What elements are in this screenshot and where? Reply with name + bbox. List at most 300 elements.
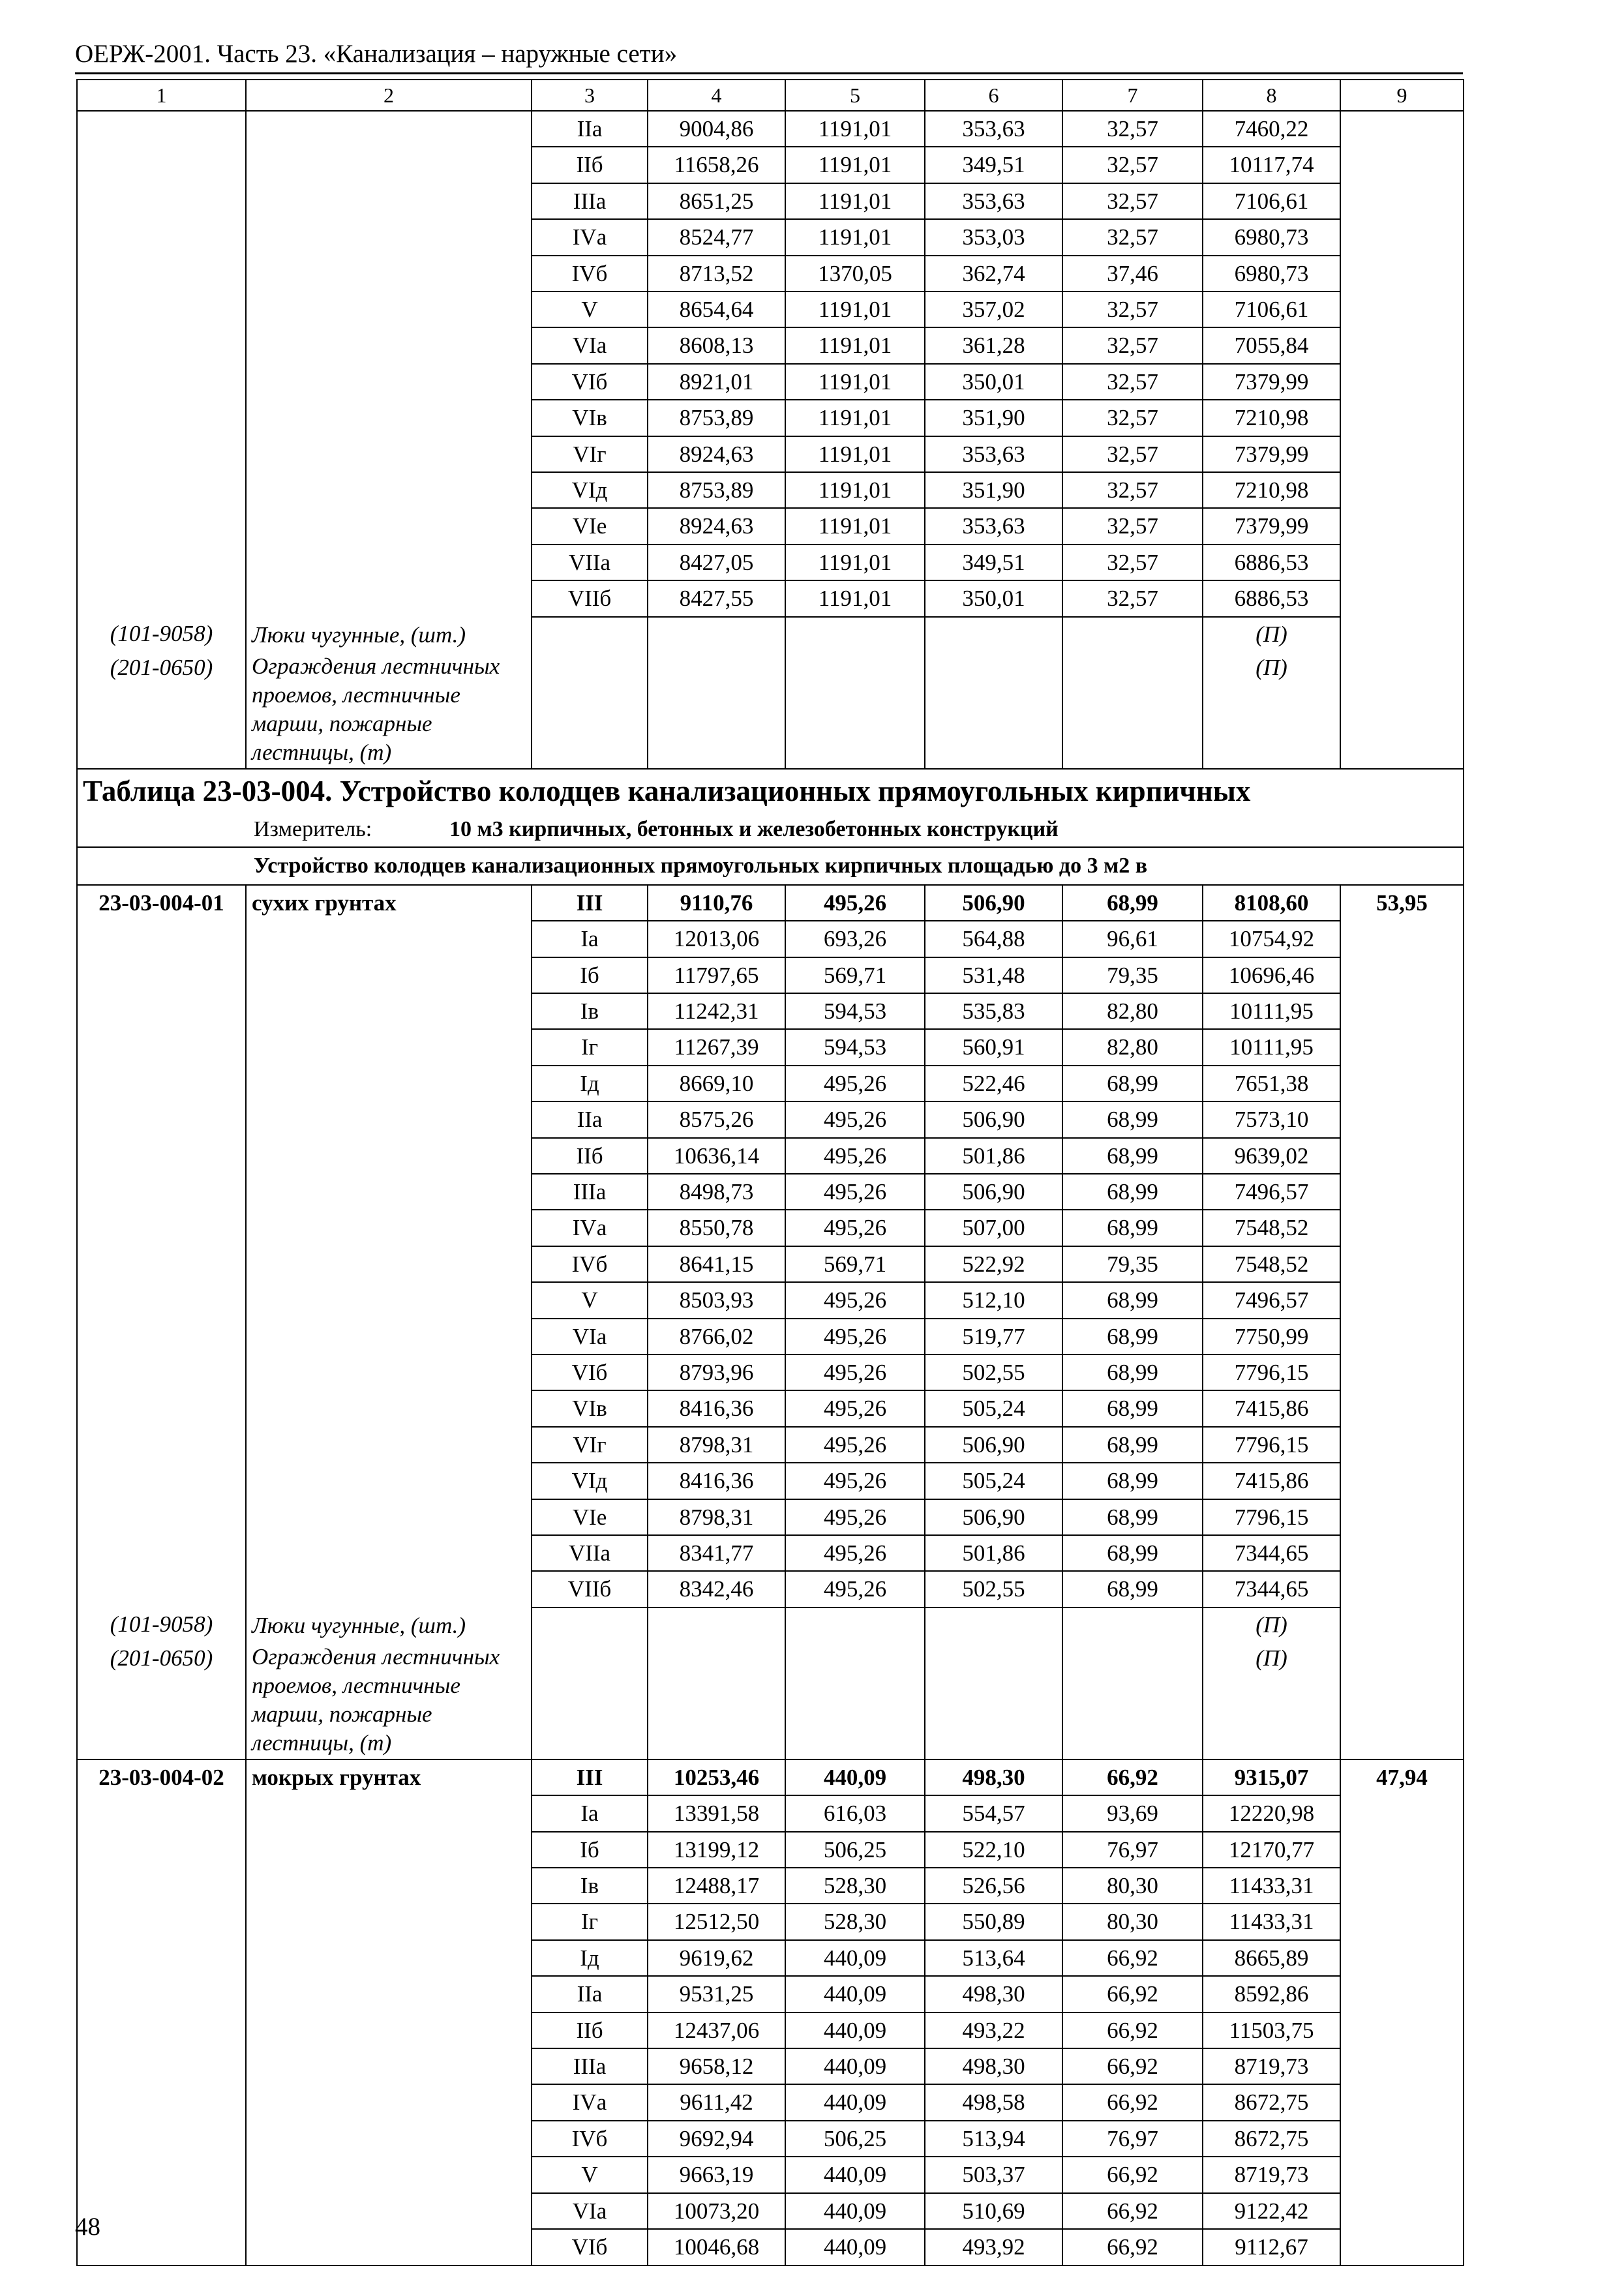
resource-row — [77, 1390, 1464, 1426]
labor-value: 47,94 — [1340, 1759, 1464, 1795]
price-value: 68,99 — [1062, 1571, 1203, 1607]
price-value: 1191,01 — [785, 111, 925, 147]
empty-cell — [77, 508, 246, 544]
empty-cell — [77, 400, 246, 436]
price-value: 495,26 — [785, 1319, 925, 1354]
empty-cell — [648, 617, 785, 651]
price-value: 440,09 — [785, 2012, 925, 2048]
empty-cell — [77, 364, 246, 400]
empty-cell — [246, 256, 532, 292]
empty-cell — [246, 1571, 532, 1607]
empty-cell — [785, 651, 925, 769]
empty-cell — [925, 1641, 1062, 1759]
price-value: 495,26 — [785, 1174, 925, 1210]
price-value: 11658,26 — [648, 147, 785, 183]
empty-cell — [246, 921, 532, 957]
price-value: 7344,65 — [1203, 1535, 1340, 1571]
empty-cell — [246, 1535, 532, 1571]
empty-cell — [1340, 921, 1464, 957]
price-value: 1191,01 — [785, 183, 925, 219]
price-value: 513,94 — [925, 2121, 1062, 2157]
empty-cell — [1340, 327, 1464, 363]
empty-cell — [246, 1904, 532, 1939]
price-value: 10073,20 — [648, 2193, 785, 2229]
price-value: 8575,26 — [648, 1101, 785, 1137]
resource-row — [77, 1571, 1464, 1607]
empty-cell — [246, 2157, 532, 2192]
price-value: 693,26 — [785, 921, 925, 957]
unit-value: 10 м3 кирпичных, бетонных и железобетонных конструкций — [449, 816, 1059, 841]
empty-cell — [648, 1641, 785, 1759]
price-value: 13199,12 — [648, 1832, 785, 1868]
price-value: 6886,53 — [1203, 580, 1340, 616]
column-number: 1 — [77, 80, 246, 111]
material-note-row — [77, 617, 1464, 651]
price-value: 522,10 — [925, 1832, 1062, 1868]
material-code: (101-9058) — [77, 617, 246, 651]
zone-code: III — [532, 1759, 648, 1795]
empty-cell — [77, 436, 246, 472]
empty-cell — [1340, 957, 1464, 993]
price-value: 8924,63 — [648, 436, 785, 472]
empty-cell — [77, 2012, 246, 2048]
empty-cell — [1340, 1029, 1464, 1065]
price-value: 9110,76 — [648, 885, 785, 921]
empty-cell — [77, 1571, 246, 1607]
price-value: 7496,57 — [1203, 1174, 1340, 1210]
price-value: 440,09 — [785, 2157, 925, 2192]
price-value: 8793,96 — [648, 1354, 785, 1390]
empty-cell — [1340, 1066, 1464, 1101]
price-value: 7344,65 — [1203, 1571, 1340, 1607]
price-value: 9658,12 — [648, 2048, 785, 2084]
price-value: 510,69 — [925, 2193, 1062, 2229]
empty-cell — [77, 1904, 246, 1939]
empty-cell — [1340, 1390, 1464, 1426]
empty-cell — [77, 256, 246, 292]
price-value: 9004,86 — [648, 111, 785, 147]
price-value: 7496,57 — [1203, 1282, 1340, 1318]
empty-cell — [1340, 256, 1464, 292]
price-value: 12220,98 — [1203, 1795, 1340, 1831]
column-number: 4 — [648, 80, 785, 111]
price-value: 8665,89 — [1203, 1940, 1340, 1976]
resource-row — [77, 219, 1464, 255]
empty-cell — [925, 617, 1062, 651]
price-value: 32,57 — [1062, 292, 1203, 327]
empty-cell — [246, 2012, 532, 2048]
empty-cell — [77, 1354, 246, 1390]
zone-code: Iа — [532, 1795, 648, 1831]
price-value: 7548,52 — [1203, 1210, 1340, 1246]
empty-cell — [532, 617, 648, 651]
zone-code: VIIа — [532, 1535, 648, 1571]
resource-row — [77, 1210, 1464, 1246]
price-value: 11797,65 — [648, 957, 785, 993]
material-note-row — [77, 1608, 1464, 1641]
price-value: 8503,93 — [648, 1282, 785, 1318]
empty-cell — [1340, 1246, 1464, 1282]
price-value: 506,90 — [925, 1499, 1062, 1535]
price-value: 594,53 — [785, 1029, 925, 1065]
zone-code: VIIб — [532, 1571, 648, 1607]
rate-code: 23-03-004-02 — [77, 1759, 246, 1795]
price-value: 8498,73 — [648, 1174, 785, 1210]
price-value: 7415,86 — [1203, 1390, 1340, 1426]
price-value: 7106,61 — [1203, 292, 1340, 327]
zone-code: VIб — [532, 364, 648, 400]
price-value: 10253,46 — [648, 1759, 785, 1795]
empty-cell — [246, 1390, 532, 1426]
price-value: 6886,53 — [1203, 545, 1340, 580]
zone-code: VIа — [532, 1319, 648, 1354]
empty-cell — [1340, 993, 1464, 1029]
price-value: 8342,46 — [648, 1571, 785, 1607]
price-value: 357,02 — [925, 292, 1062, 327]
price-value: 493,22 — [925, 2012, 1062, 2048]
resource-row — [77, 111, 1464, 147]
price-value: 1191,01 — [785, 580, 925, 616]
zone-code: VIд — [532, 1463, 648, 1499]
price-value: 68,99 — [1062, 1427, 1203, 1463]
price-value: 506,90 — [925, 885, 1062, 921]
price-value: 616,03 — [785, 1795, 925, 1831]
table-title: Таблица 23-03-004. Устройство колодцев канализационных прямоугольных кирпичных — [77, 769, 1464, 813]
empty-cell — [1340, 1138, 1464, 1174]
empty-cell — [785, 1608, 925, 1641]
empty-cell — [1062, 1641, 1203, 1759]
price-value: 353,63 — [925, 111, 1062, 147]
price-value: 506,90 — [925, 1101, 1062, 1137]
resource-row — [77, 1066, 1464, 1101]
price-value: 350,01 — [925, 580, 1062, 616]
empty-cell — [246, 1795, 532, 1831]
empty-cell — [1340, 1463, 1464, 1499]
price-value: 8672,75 — [1203, 2084, 1340, 2120]
price-value: 8608,13 — [648, 327, 785, 363]
empty-cell — [77, 1210, 246, 1246]
zone-code: Iг — [532, 1904, 648, 1939]
empty-cell — [77, 580, 246, 616]
price-value: 32,57 — [1062, 327, 1203, 363]
zone-code: IIа — [532, 1101, 648, 1137]
material-name: Ограждения лестничных проемов, лестничные марши, пожарные лестницы, (т) — [246, 651, 532, 769]
price-value: 1370,05 — [785, 256, 925, 292]
price-value: 7210,98 — [1203, 400, 1340, 436]
price-value: 12512,50 — [648, 1904, 785, 1939]
empty-cell — [77, 2193, 246, 2229]
price-value: 7379,99 — [1203, 508, 1340, 544]
empty-cell — [246, 400, 532, 436]
empty-cell — [246, 1066, 532, 1101]
subtitle-row — [77, 847, 1464, 885]
price-value: 353,03 — [925, 219, 1062, 255]
empty-cell — [1340, 1940, 1464, 1976]
empty-cell — [77, 957, 246, 993]
price-value: 506,90 — [925, 1174, 1062, 1210]
price-value: 349,51 — [925, 147, 1062, 183]
resource-row — [77, 1904, 1464, 1939]
price-value: 495,26 — [785, 1390, 925, 1426]
price-value: 68,99 — [1062, 1535, 1203, 1571]
zone-code: IVа — [532, 1210, 648, 1246]
price-value: 495,26 — [785, 1066, 925, 1101]
price-value: 11433,31 — [1203, 1904, 1340, 1939]
price-value: 502,55 — [925, 1354, 1062, 1390]
empty-cell — [246, 472, 532, 508]
empty-cell — [77, 219, 246, 255]
empty-cell — [246, 1354, 532, 1390]
empty-cell — [77, 183, 246, 219]
price-value: 7210,98 — [1203, 472, 1340, 508]
empty-cell — [1340, 292, 1464, 327]
empty-cell — [1062, 617, 1203, 651]
empty-cell — [1340, 2012, 1464, 2048]
price-value: 495,26 — [785, 1535, 925, 1571]
empty-cell — [532, 1641, 648, 1759]
resource-row — [77, 1759, 1464, 1795]
price-value: 351,90 — [925, 472, 1062, 508]
price-value: 12170,77 — [1203, 1832, 1340, 1868]
zone-code: VIа — [532, 2193, 648, 2229]
price-value: 495,26 — [785, 1463, 925, 1499]
table-subtitle: Устройство колодцев канализационных прямоугольных кирпичных площадью до 3 м2 в — [77, 847, 1464, 885]
price-value: 32,57 — [1062, 436, 1203, 472]
price-value: 10117,74 — [1203, 147, 1340, 183]
zone-code: VIIб — [532, 580, 648, 616]
resource-row — [77, 183, 1464, 219]
price-value: 8524,77 — [648, 219, 785, 255]
price-value: 68,99 — [1062, 1354, 1203, 1390]
price-value: 1191,01 — [785, 545, 925, 580]
price-value: 362,74 — [925, 256, 1062, 292]
zone-code: VIа — [532, 327, 648, 363]
resource-row — [77, 921, 1464, 957]
price-value: 11503,75 — [1203, 2012, 1340, 2048]
zone-code: VIв — [532, 1390, 648, 1426]
price-value: 12488,17 — [648, 1868, 785, 1904]
zone-code: IIа — [532, 1976, 648, 2012]
price-value: 32,57 — [1062, 508, 1203, 544]
price-value: 594,53 — [785, 993, 925, 1029]
price-value: 1191,01 — [785, 508, 925, 544]
zone-code: IIIа — [532, 1174, 648, 1210]
resource-row — [77, 1029, 1464, 1065]
resource-row — [77, 147, 1464, 183]
price-value: 440,09 — [785, 1759, 925, 1795]
resource-row — [77, 1535, 1464, 1571]
material-code: (201-0650) — [77, 1641, 246, 1759]
zone-code: IIа — [532, 111, 648, 147]
empty-cell — [246, 292, 532, 327]
empty-cell — [77, 545, 246, 580]
price-value: 68,99 — [1062, 885, 1203, 921]
empty-cell — [1340, 1282, 1464, 1318]
price-value: 9639,02 — [1203, 1138, 1340, 1174]
empty-cell — [648, 651, 785, 769]
empty-cell — [77, 472, 246, 508]
empty-cell — [1062, 651, 1203, 769]
price-value: 8798,31 — [648, 1427, 785, 1463]
empty-cell — [246, 1138, 532, 1174]
zone-code: IIб — [532, 2012, 648, 2048]
price-value: 9112,67 — [1203, 2229, 1340, 2265]
empty-cell — [1340, 580, 1464, 616]
price-value: 506,25 — [785, 1832, 925, 1868]
price-value: 13391,58 — [648, 1795, 785, 1831]
rate-code: 23-03-004-01 — [77, 885, 246, 921]
price-value: 531,48 — [925, 957, 1062, 993]
resource-row — [77, 1319, 1464, 1354]
price-value: 1191,01 — [785, 327, 925, 363]
resource-row — [77, 1101, 1464, 1137]
price-value: 8651,25 — [648, 183, 785, 219]
price-table — [76, 79, 1464, 2266]
price-value: 8719,73 — [1203, 2157, 1340, 2192]
zone-code: IVа — [532, 2084, 648, 2120]
resource-row — [77, 1246, 1464, 1282]
empty-cell — [1340, 147, 1464, 183]
price-value: 32,57 — [1062, 400, 1203, 436]
empty-cell — [77, 1535, 246, 1571]
price-value: 68,99 — [1062, 1463, 1203, 1499]
material-note-row — [77, 651, 1464, 769]
price-value: 66,92 — [1062, 1976, 1203, 2012]
empty-cell — [246, 580, 532, 616]
empty-cell — [1340, 2084, 1464, 2120]
empty-cell — [1340, 400, 1464, 436]
price-value: 505,24 — [925, 1390, 1062, 1426]
empty-cell — [246, 1029, 532, 1065]
price-value: 8592,86 — [1203, 1976, 1340, 2012]
price-value: 495,26 — [785, 885, 925, 921]
zone-code: IIIа — [532, 2048, 648, 2084]
section-title-row — [77, 769, 1464, 813]
empty-cell — [246, 1210, 532, 1246]
zone-code: Iд — [532, 1940, 648, 1976]
zone-code: Iг — [532, 1029, 648, 1065]
price-value: 32,57 — [1062, 472, 1203, 508]
material-code: (101-9058) — [77, 1608, 246, 1641]
price-value: 8427,55 — [648, 580, 785, 616]
price-value: 8654,64 — [648, 292, 785, 327]
price-value: 12013,06 — [648, 921, 785, 957]
empty-cell — [246, 1174, 532, 1210]
empty-cell — [532, 651, 648, 769]
price-value: 68,99 — [1062, 1319, 1203, 1354]
empty-cell — [77, 147, 246, 183]
price-value: 8641,15 — [648, 1246, 785, 1282]
material-name: Люки чугунные, (шт.) — [246, 1608, 532, 1641]
price-value: 495,26 — [785, 1138, 925, 1174]
price-value: 495,26 — [785, 1101, 925, 1137]
price-value: 8108,60 — [1203, 885, 1340, 921]
empty-cell — [1340, 1868, 1464, 1904]
material-mark: (П) — [1203, 1641, 1340, 1759]
price-value: 498,30 — [925, 2048, 1062, 2084]
column-number: 7 — [1062, 80, 1203, 111]
price-value: 7796,15 — [1203, 1499, 1340, 1535]
empty-cell — [77, 1795, 246, 1831]
empty-cell — [1340, 2121, 1464, 2157]
price-value: 8672,75 — [1203, 2121, 1340, 2157]
material-name: Ограждения лестничных проемов, лестничные марши, пожарные лестницы, (т) — [246, 1641, 532, 1759]
price-value: 66,92 — [1062, 2157, 1203, 2192]
price-value: 522,92 — [925, 1246, 1062, 1282]
empty-cell — [1340, 1832, 1464, 1868]
empty-cell — [246, 1282, 532, 1318]
column-number: 2 — [246, 80, 532, 111]
material-note-row — [77, 1641, 1464, 1759]
empty-cell — [246, 1868, 532, 1904]
empty-cell — [77, 1976, 246, 2012]
price-value: 66,92 — [1062, 2084, 1203, 2120]
resource-row — [77, 472, 1464, 508]
price-value: 8921,01 — [648, 364, 785, 400]
price-value: 564,88 — [925, 921, 1062, 957]
zone-code: III — [532, 885, 648, 921]
empty-cell — [246, 957, 532, 993]
resource-row — [77, 1282, 1464, 1318]
price-value: 10754,92 — [1203, 921, 1340, 957]
price-value: 7055,84 — [1203, 327, 1340, 363]
empty-cell — [77, 1174, 246, 1210]
price-value: 440,09 — [785, 2048, 925, 2084]
price-value: 353,63 — [925, 436, 1062, 472]
price-value: 498,58 — [925, 2084, 1062, 2120]
page-number: 48 — [75, 2213, 100, 2241]
price-value: 68,99 — [1062, 1066, 1203, 1101]
price-value: 68,99 — [1062, 1101, 1203, 1137]
empty-cell — [1340, 364, 1464, 400]
empty-cell — [1340, 651, 1464, 769]
empty-cell — [246, 2121, 532, 2157]
price-value: 68,99 — [1062, 1499, 1203, 1535]
price-value: 498,30 — [925, 1976, 1062, 2012]
labor-value: 53,95 — [1340, 885, 1464, 921]
empty-cell — [1340, 1319, 1464, 1354]
empty-cell — [77, 993, 246, 1029]
price-value: 7750,99 — [1203, 1319, 1340, 1354]
empty-cell — [1062, 1608, 1203, 1641]
price-value: 7651,38 — [1203, 1066, 1340, 1101]
empty-cell — [246, 436, 532, 472]
zone-code: IIб — [532, 147, 648, 183]
empty-cell — [246, 2084, 532, 2120]
empty-cell — [1340, 1904, 1464, 1939]
rate-name: мокрых грунтах — [246, 1759, 532, 1795]
price-value: 519,77 — [925, 1319, 1062, 1354]
resource-row — [77, 436, 1464, 472]
price-value: 495,26 — [785, 1354, 925, 1390]
price-value: 96,61 — [1062, 921, 1203, 957]
empty-cell — [1340, 508, 1464, 544]
zone-code: VIб — [532, 1354, 648, 1390]
price-value: 1191,01 — [785, 292, 925, 327]
price-value: 32,57 — [1062, 183, 1203, 219]
price-value: 495,26 — [785, 1427, 925, 1463]
price-value: 8341,77 — [648, 1535, 785, 1571]
resource-row — [77, 1868, 1464, 1904]
empty-cell — [246, 1499, 532, 1535]
empty-cell — [785, 1641, 925, 1759]
column-number-row — [77, 80, 1464, 111]
zone-code: IIIа — [532, 183, 648, 219]
resource-row — [77, 2012, 1464, 2048]
empty-cell — [1340, 2193, 1464, 2229]
empty-cell — [77, 1940, 246, 1976]
empty-cell — [77, 1832, 246, 1868]
